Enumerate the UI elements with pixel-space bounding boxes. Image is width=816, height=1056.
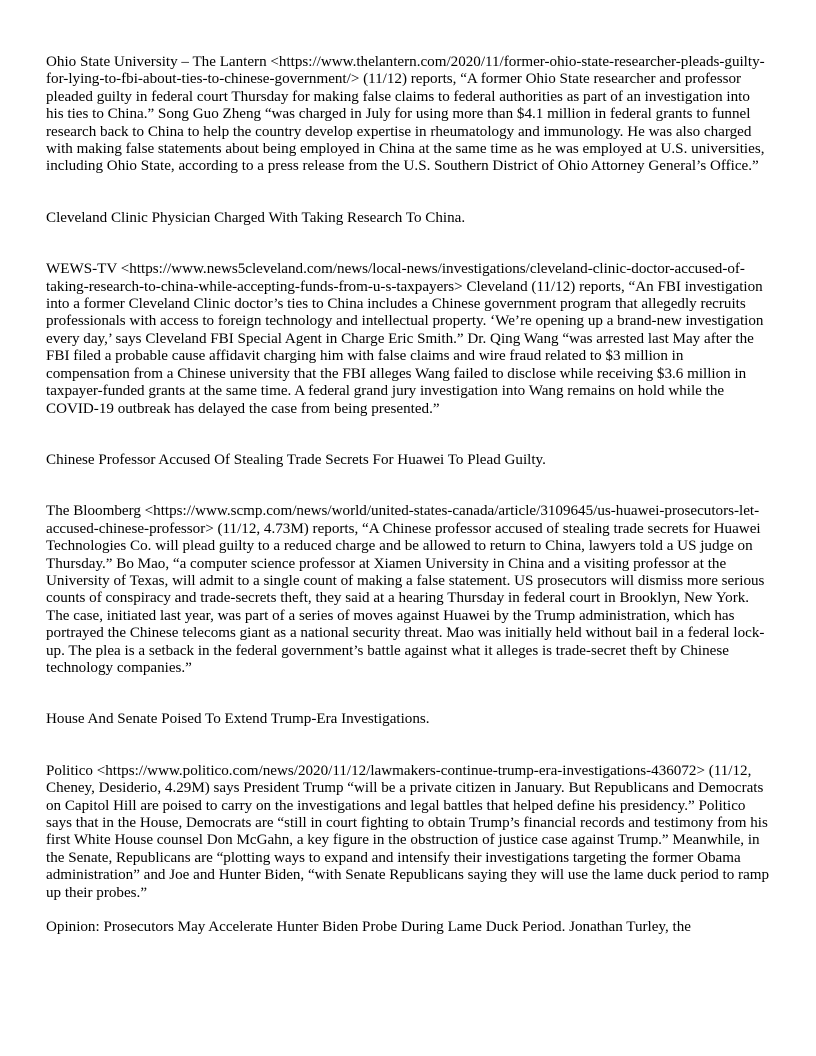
article-paragraph-bloomberg: The Bloomberg <https://www.scmp.com/news/world/united-states-canada/article/3109645/us-huawei-prosecutors-let-accused-chinese-professor> (11/12, 4.73M) reports, “A Chinese professor accused of stealing trade secrets for Huawei Technologies Co. will plead guilty to a reduced charge and be allowed to return to China, lawyers told a US judge on Thursday.” Bo Mao, “a computer science professor at Xiamen University in China and a visiting professor at the University of Texas, will admit to a single count of making a false statement. US prosecutors will dismiss more serious counts of conspiracy and trade-secrets theft, they said at a hearing Thursday in federal court in Brooklyn, New York. The case, initiated last year, was part of a series of moves against Huawei by the Trump administration, which has portrayed the Chinese telecoms giant as a national security threat. Mao was initially held without bail in a federal lock-up. The plea is a setback in the federal government’s battle against what it alleges is trade-secret theft by Chinese technology companies.” [46,503,765,676]
article-paragraph-politico: Politico <https://www.politico.com/news/2020/11/12/lawmakers-continue-trump-era-investigations-436072> (11/12, Cheney, Desiderio, 4.29M) says President Trump “will be a private citizen in January. But Republicans and Democrats on Capitol Hill are poised to carry on the investigations and legal battles that helped define his presidency.” Politico says that in the House, Democrats are “still in court fighting to obtain Trump’s financial records and testimony from his first White House counsel Don McGahn, a key figure in the obstruction of justice case against Trump.” Meanwhile, in the Senate, Republicans are “plotting ways to expand and intensify their investigations targeting the former Obama administration” and Joe and Hunter Biden, “with Senate Republicans saying they will use the lame duck period to ramp up their probes.” [46,762,770,901]
article-paragraph-wews: WEWS-TV <https://www.news5cleveland.com/news/local-news/investigations/cleveland-clinic-doctor-accused-of-taking-research-to-china-while-accepting-funds-from-u-s-taxpayers> Cleveland (11/12) reports, “An FBI investigation into a former Cleveland Clinic doctor’s ties to China includes a Chinese government program that allegedly recruits professionals with access to foreign technology and intellectual property. ‘We’re opening up a brand-new investigation every day,’ says Cleveland FBI Special Agent in Charge Eric Smith.” Dr. Qing Wang “was arrested last May after the FBI filed a probable cause affidavit charging him with false claims and wire fraud related to $3 million in compensation from a Chinese university that the FBI alleges Wang failed to disclose while receiving $3.6 million in taxpayer-funded grants at the same time. A federal grand jury investigation into Wang remains on hold while the COVID-19 outbreak has delayed the case from being presented.” [46,261,764,417]
article-headline-huawei-professor: Chinese Professor Accused Of Stealing Trade Secrets For Huawei To Plead Guilty. [46,451,546,468]
article-headline-cleveland-clinic: Cleveland Clinic Physician Charged With Taking Research To China. [46,209,466,226]
article-paragraph-opinion-turley: Opinion: Prosecutors May Accelerate Hunter Biden Probe During Lame Duck Period. Jonathan Turley, the [46,919,691,936]
article-headline-trump-investigations: House And Senate Poised To Extend Trump-Era Investigations. [46,711,430,728]
article-paragraph-ohio-state: Ohio State University – The Lantern <https://www.thelantern.com/2020/11/former-ohio-state-researcher-pleads-guilty-for-lying-to-fbi-about-ties-to-chinese-government/> (11/12) reports, “A former Ohio State researcher and professor pleaded guilty in federal court Thursday for making false claims to federal authorities as part of an investigation into his ties to China.” Song Guo Zheng “was charged in July for using more than $4.1 million in federal grants to funnel research back to China to help the country develop expertise in rheumatology and immunology. He was also charged with making false statements about being employed in China at the same time as he was employed at U.S. universities, including Ohio State, according to a press release from the U.S. Southern District of Ohio Attorney General’s Office.” [46,54,765,175]
